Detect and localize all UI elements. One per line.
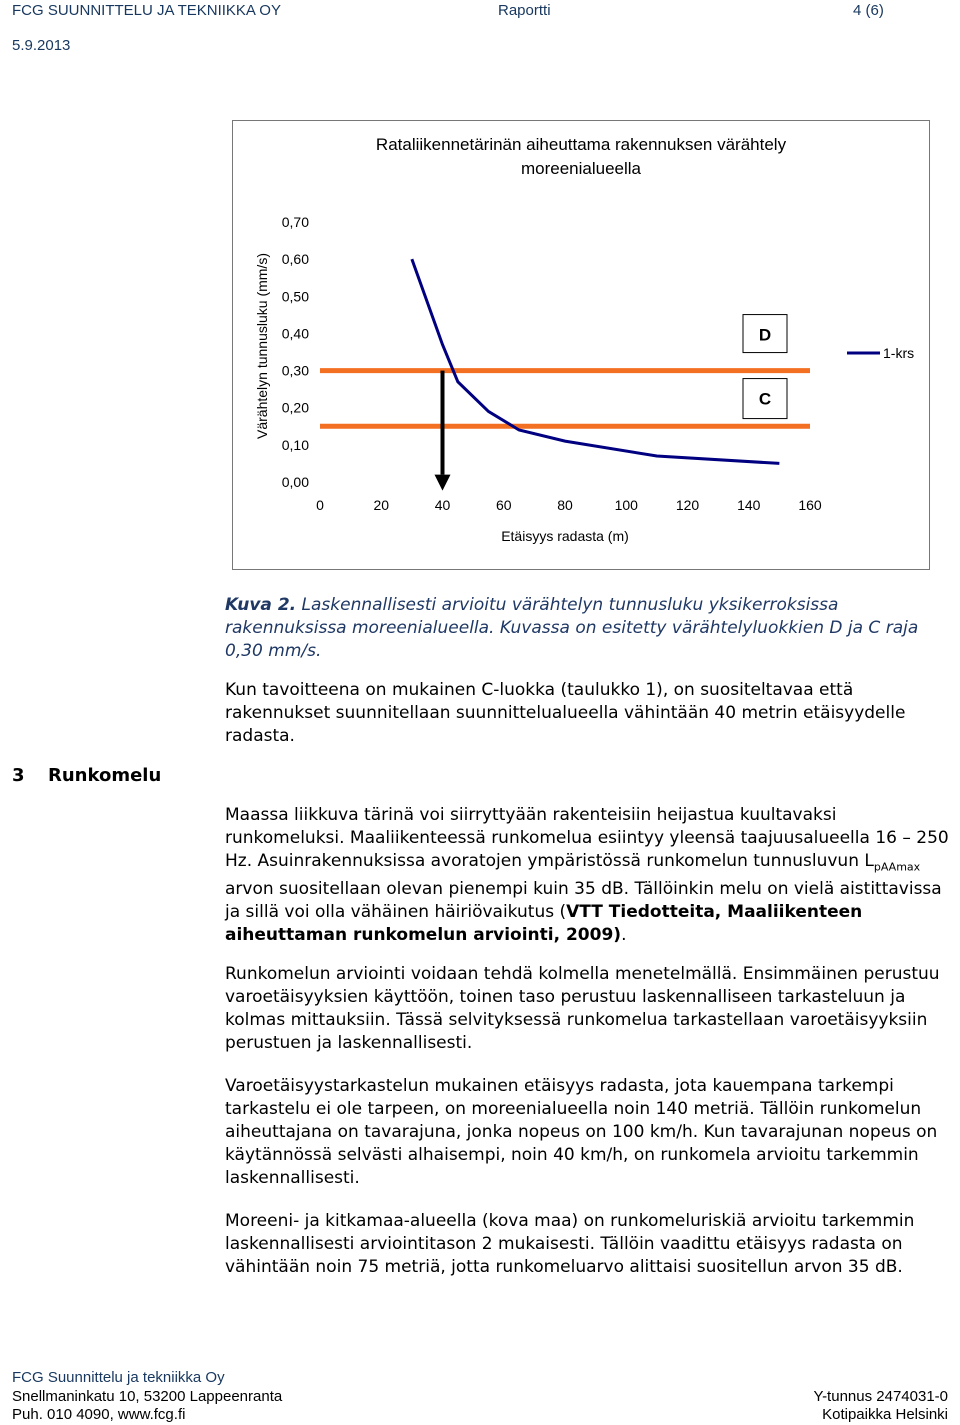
y-tick-label: 0,40 (281, 325, 309, 342)
y-tick-label: 0,60 (281, 251, 309, 268)
y-tick-label: 0,30 (281, 362, 309, 379)
section-title: Runkomelu (48, 765, 162, 786)
x-tick-label: 80 (557, 497, 573, 513)
y-tick-label: 0,00 (281, 474, 309, 490)
chart-title-line2: moreenialueella (520, 159, 642, 178)
paragraph-5: Moreeni- ja kitkamaa-alueella (kova maa) on runkomeluriskiä arvioitu tarkemmin laskennallisesti arviointitason 2 mukaisesti. Tällöin vaadittu etäisyys radasta on vähintään noin 75 metriä, jotta runkomeluarvo alittaisi suositellun arvon 35 dB. (225, 1211, 915, 1277)
arrow-head (435, 475, 451, 491)
section-number: 3 (12, 765, 25, 786)
x-tick-label: 60 (495, 497, 512, 513)
y-axis-label: Värähtelyn tunnusluku (mm/s) (254, 253, 270, 439)
footer-contact: Puh. 010 4090, www.fcg.fi (12, 1406, 186, 1423)
x-axis-label: Etäisyys radasta (m) (501, 528, 629, 544)
header-doc-type: Raportti (498, 2, 551, 19)
y-tick-label: 0,70 (281, 214, 309, 230)
x-tick-label: 20 (373, 497, 390, 513)
x-tick-label: 140 (737, 497, 761, 513)
zone-label-d: D (758, 325, 772, 345)
x-tick-label: 40 (434, 497, 451, 513)
zone-label-c: C (758, 389, 772, 409)
x-tick-label: 120 (675, 497, 700, 513)
section-heading (12, 765, 161, 786)
header-page: 4 (6) (853, 2, 884, 19)
footer-office: Kotipaikka Helsinki (822, 1406, 948, 1423)
header-company: FCG SUUNNITTELU JA TEKNIIKKA OY (12, 2, 281, 19)
x-tick-label: 100 (614, 497, 638, 513)
legend-label: 1-krs (883, 345, 915, 361)
x-tick-label: 160 (798, 497, 822, 513)
footer-address: Snellmaninkatu 10, 53200 Lappeenranta (12, 1388, 283, 1405)
y-tick-label: 0,20 (281, 399, 309, 416)
x-tick-label: 0 (316, 497, 324, 513)
figure-caption-label: Kuva 2. (225, 595, 297, 615)
paragraph-2-subscript: pAAmax (873, 860, 921, 874)
paragraph-1: Kun tavoitteena on mukainen C-luokka (taulukko 1), on suositeltavaa että rakennukset suunnitellaan suunnittelualueella vähintään 40 metrin etäisyydelle radasta. (225, 680, 906, 746)
paragraph-2-reference: VTT Tiedotteita, Maaliikenteen aiheuttaman runkomelun arviointi, 2009) (225, 902, 863, 946)
figure-caption (225, 594, 955, 663)
chart-plot (0, 0, 960, 600)
paragraph-2-text-a: Maassa liikkuva tärinä voi siirryttyään rakenteisiin heijastua kuultavaksi runkomeluksi. Maaliikenteessä runkomelua esiintyy yleensä taajuusalueella 16 – 250 Hz. Asuinrakennuksissa avoratojen ympäristössä runkomelun tunnusluvun L (225, 805, 949, 871)
chart-title-line1: Rataliikennetärinän aiheuttama rakennuksen värähtely (375, 135, 787, 154)
paragraph-2 (225, 804, 955, 947)
paragraph-3: Runkomelun arviointi voidaan tehdä kolmella menetelmällä. Ensimmäinen perustuu varoetäisyyksien käyttöön, toinen taso perustuu laskennalliseen tarkasteluun ja kolmas mittauksiin. Tässä selvityksessä runkomelua tarkastellaan varoetäisyyksiin perustuen ja laskennallisesti. (225, 964, 940, 1053)
paragraph-4: Varoetäisyystarkastelun mukainen etäisyys radasta, jota kauempana tarkempi tarkastelu ei ole tarpeen, on moreenialueella noin 140 metriä. Tällöin runkomelun aiheuttajana on tavarajuna, jonka nopeus on 100 km/h. Kun tavarajunan nopeus on käytännössä selvästi alhaisempi, noin 40 km/h, on runkomela arvioitu tarkemmin laskennallisesti. (225, 1076, 938, 1188)
header-date: 5.9.2013 (12, 37, 71, 54)
paragraph-2-end: . (621, 925, 627, 946)
footer-ytunnus: Y-tunnus 2474031-0 (813, 1388, 948, 1405)
figure-caption-text: Laskennallisesti arvioitu värähtelyn tunnusluku yksikerroksissa rakennuksissa moreenialueella. Kuvassa on esitetty värähtelyluokkien D ja C raja 0,30 mm/s. (225, 595, 919, 661)
y-tick-label: 0,10 (281, 436, 309, 453)
footer-company: FCG Suunnittelu ja tekniikka Oy (12, 1369, 225, 1386)
paragraph-2-text-b: arvon suositellaan olevan pienempi kuin 35 dB. Tällöinkin melu on vielä aistittavissa ja sillä voi olla vähäinen häiriövaikutus ( (225, 879, 942, 923)
series-line-1-krs (412, 259, 780, 463)
y-tick-label: 0,50 (281, 288, 309, 305)
